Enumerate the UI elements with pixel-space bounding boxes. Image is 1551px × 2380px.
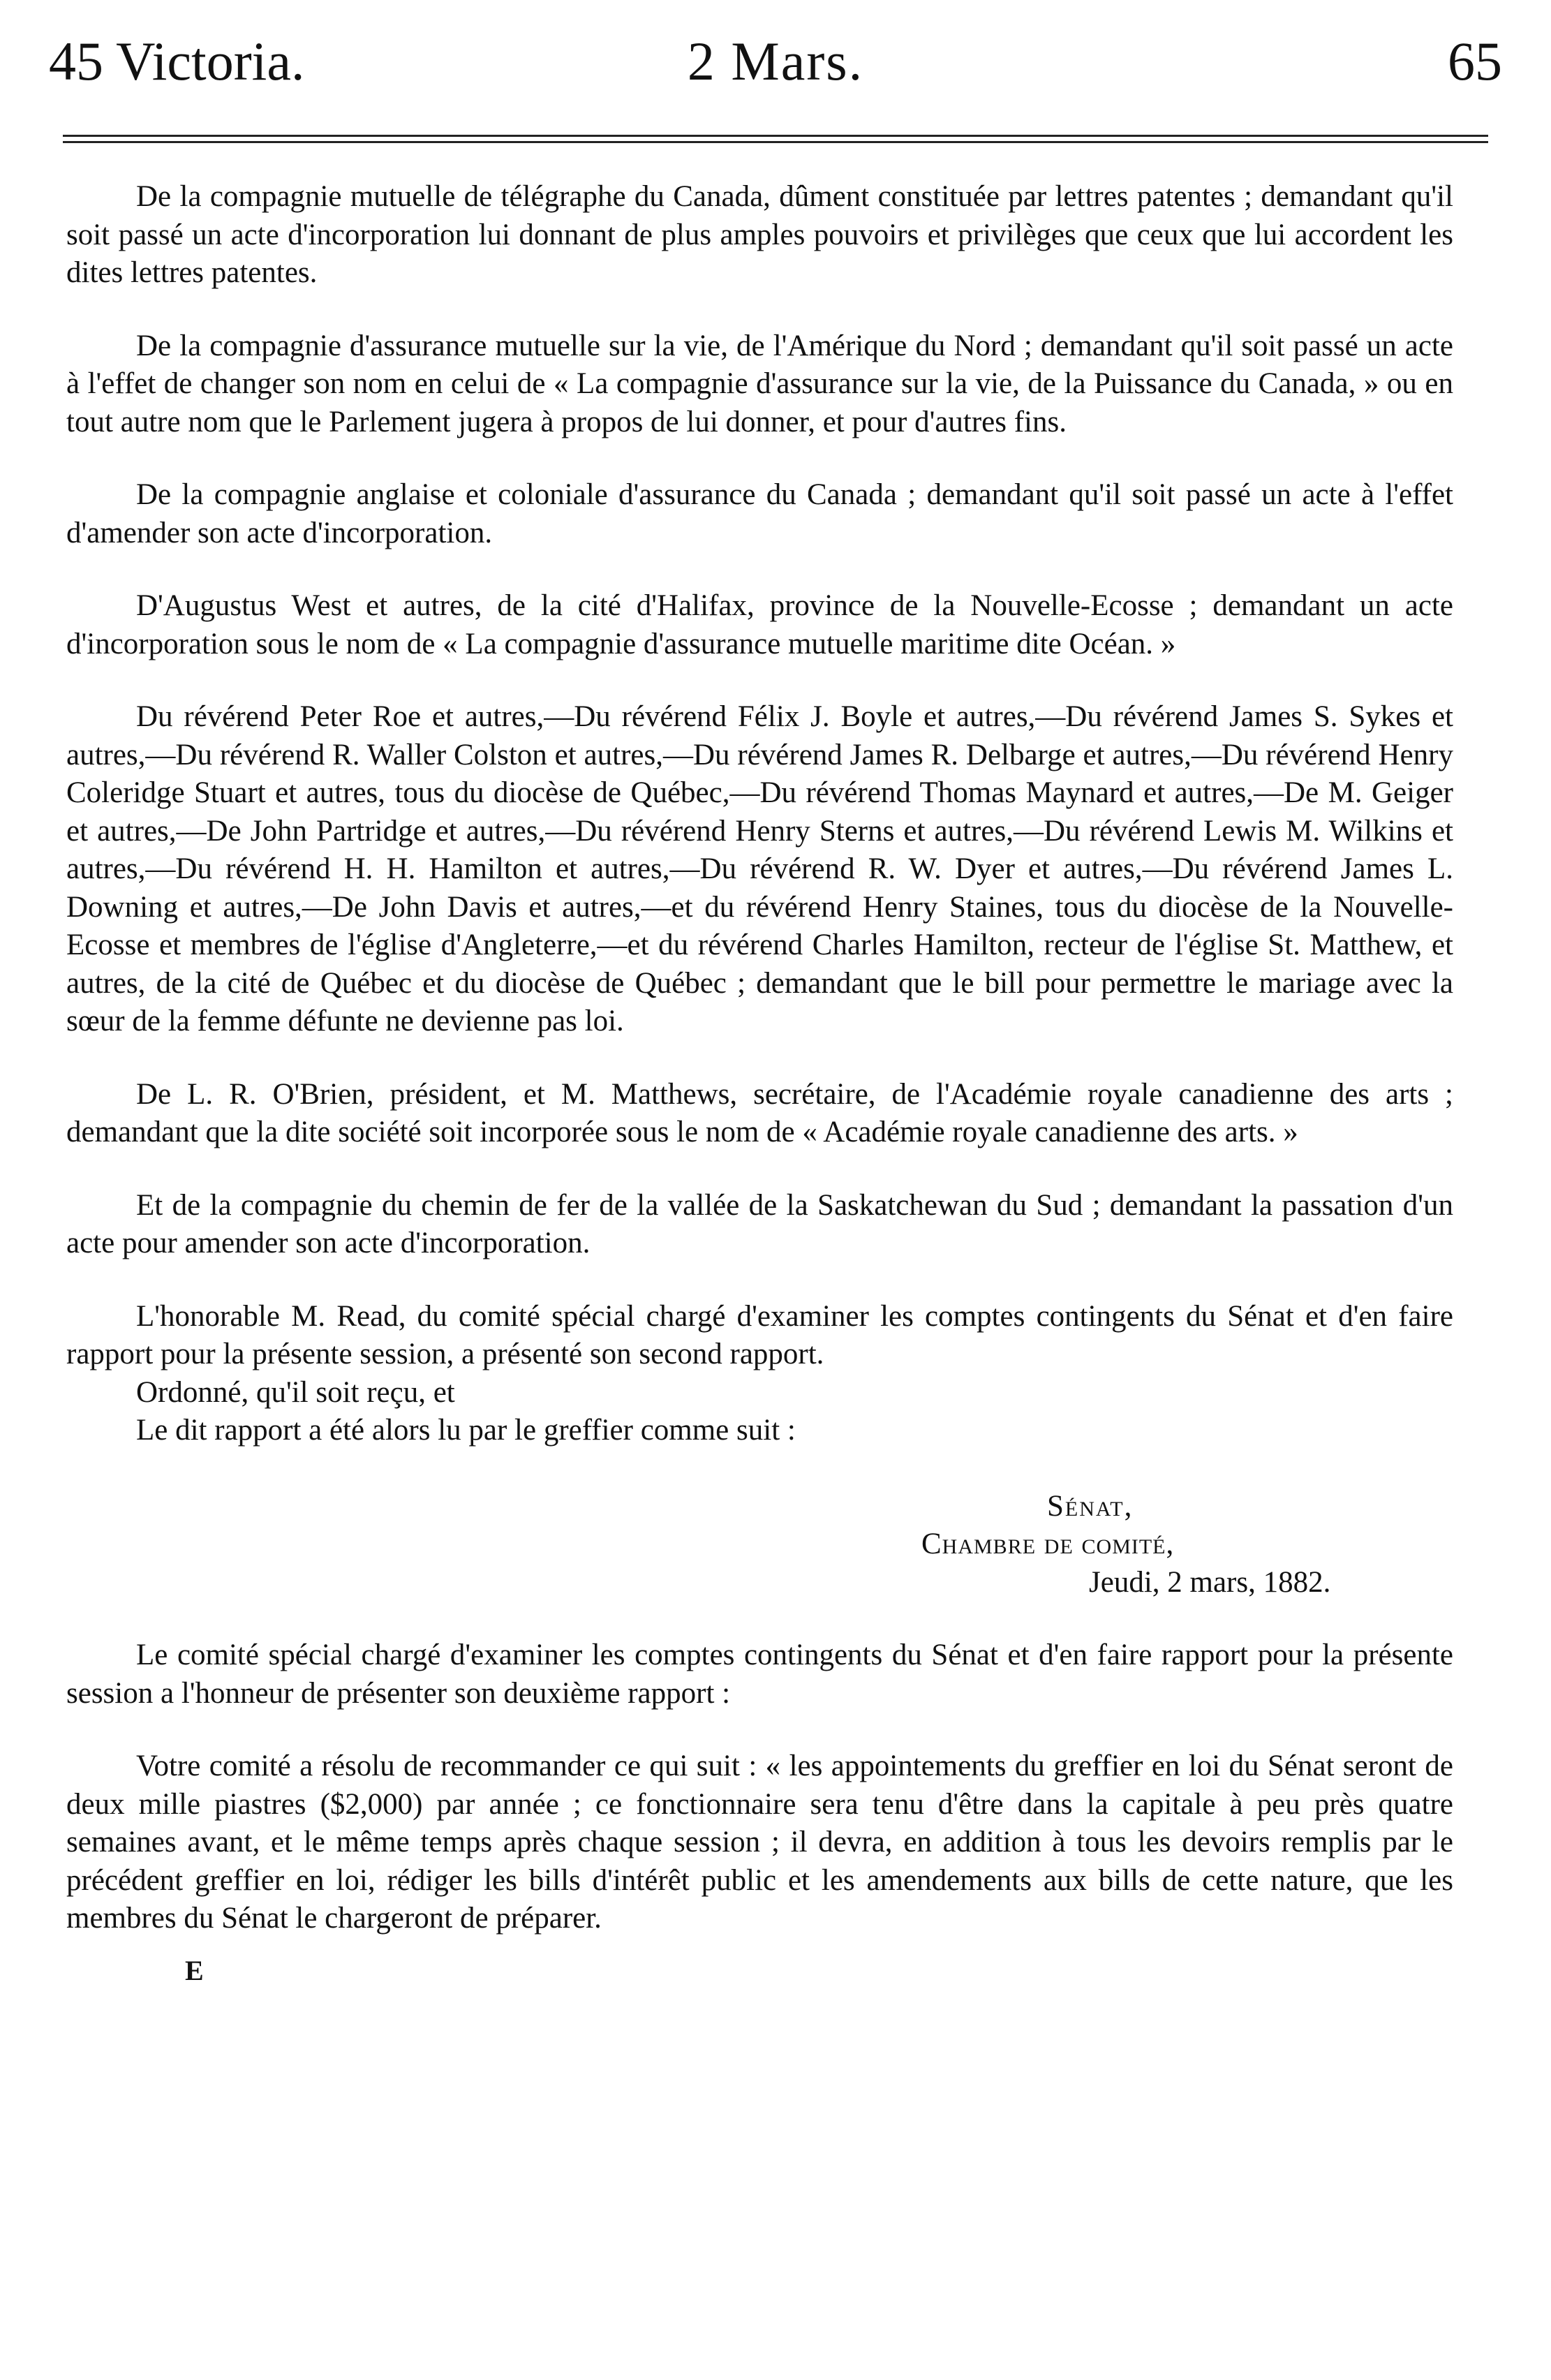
header-volume: 45 Victoria.	[49, 31, 305, 91]
signature-senate: Sénat,	[1047, 1489, 1134, 1523]
petition-paragraph: De la compagnie anglaise et coloniale d'assurance du Canada ; demandant qu'il soit passé un acte à l'effet d'amender son acte d'incorporation.	[66, 478, 1453, 549]
petition-paragraph: Et de la compagnie du chemin de fer de la vallée de la Saskatchewan du Sud ; demandant la passation d'un acte pour amender son acte d'incorporation.	[66, 1188, 1453, 1259]
petition-paragraph: De L. R. O'Brien, président, et M. Matthews, secrétaire, de l'Académie royale canadienne des arts ; demandant que la dite société soit incorporée sous le nom de « Académie royale canadienne des arts. »	[66, 1077, 1453, 1148]
signature-block	[66, 1488, 1453, 1602]
page-number: 65	[1448, 31, 1502, 91]
header-rule-top	[63, 135, 1488, 137]
petition-paragraph: D'Augustus West et autres, de la cité d'Halifax, province de la Nouvelle-Ecosse ; demandant un acte d'incorporation sous le nom de « La compagnie d'assurance mutuelle maritime dite Océan. »	[66, 589, 1453, 660]
signature-mark: E	[185, 1954, 204, 1986]
petition-paragraph: Du révérend Peter Roe et autres,—Du révérend Félix J. Boyle et autres,—Du révérend James S. Sykes et autres,—Du révérend R. Waller Colston et autres,—Du révérend James R. Delbarge et autres,—Du révérend Henry Coleridge Stuart et autres, tous du diocèse de Québec,—Du révérend Thomas Maynard et autres,—De M. Geiger et autres,—De John Partridge et autres,—Du révérend Henry Sterns et autres,—Du révérend Lewis M. Wilkins et autres,—Du révérend H. H. Hamilton et autres,—Du révérend R. W. Dyer et autres,—Du révérend James L. Downing et autres,—De John Davis et autres,—et du révérend Henry Staines, tous du diocèse de la Nouvelle-Ecosse et membres de l'église d'Angleterre,—et du révérend Charles Hamilton, recteur de l'église St. Matthew, et autres, de la cité de Québec et du diocèse de Québec ; demandant que le bill pour permettre le mariage avec la sœur de la femme défunte ne devienne pas loi.	[66, 700, 1453, 1037]
header-rule-bottom	[63, 141, 1488, 143]
document-body	[66, 178, 1453, 1990]
read-line: Le dit rapport a été alors lu par le greffier comme suit :	[136, 1414, 796, 1447]
signature-committee-room: Chambre de comité,	[921, 1528, 1175, 1560]
petition-paragraph: De la compagnie d'assurance mutuelle sur la vie, de l'Amérique du Nord ; demandant qu'il soit passé un acte à l'effet de changer son nom en celui de « La compagnie d'assurance sur la vie, de la Puissance du Canada, » ou en tout autre nom que le Parlement jugera à propos de lui donner, et pour d'autres fins.	[66, 329, 1453, 438]
header-date: 2 Mars.	[687, 31, 864, 91]
report-presentation-paragraph: L'honorable M. Read, du comité spécial chargé d'examiner les comptes contingents du Sénat et d'en faire rapport pour la présente session, a présenté son second rapport.	[66, 1299, 1453, 1370]
page-header	[42, 27, 1509, 103]
report-paragraph: Votre comité a résolu de recommander ce qui suit : « les appointements du greffier en loi du Sénat seront de deux mille piastres ($2,000) par année ; ce fonctionnaire sera tenu d'être dans la capitale à peu près quatre semaines avant, et le même temps après chaque session ; il devra, en addition à tous les devoirs remplis par le précédent greffier en loi, rédiger les bills d'intérêt public et les amendements aux bills de cette nature, que les membres du Sénat le chargeront de préparer.	[66, 1750, 1453, 1935]
ordered-line: Ordonné, qu'il soit reçu, et	[136, 1375, 455, 1409]
signature-date: Jeudi, 2 mars, 1882.	[1089, 1565, 1331, 1599]
petition-paragraph: De la compagnie mutuelle de télégraphe du Canada, dûment constituée par lettres patentes ; demandant qu'il soit passé un acte d'incorporation lui donnant de plus amples pouvoirs et privilèges que ceux que lui accordent les dites lettres patentes.	[66, 180, 1453, 289]
report-paragraph: Le comité spécial chargé d'examiner les comptes contingents du Sénat et d'en faire rapport pour la présente session a l'honneur de présenter son deuxième rapport :	[66, 1639, 1453, 1710]
